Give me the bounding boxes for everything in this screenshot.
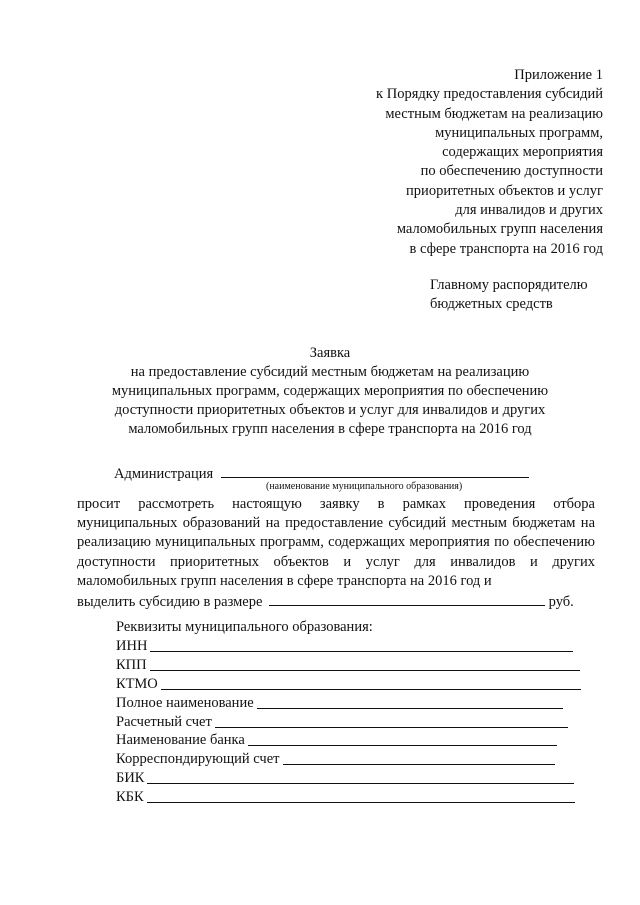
bank-name-field[interactable] xyxy=(248,731,557,746)
bik-field[interactable] xyxy=(147,769,574,784)
appendix-note xyxy=(303,66,603,259)
requisites-section xyxy=(116,618,586,807)
request-text: просит рассмотреть настоящую заявку в рамках проведения отбора муниципальных образований на предоставление субсидий местным бюджетам на реализацию муниципальных программ, содержащих мероприятия по обеспечению доступности приоритетных объектов и услуг для инвалидов и других маломобильных групп населения в сфере транспорта на 2016 год и xyxy=(77,496,595,589)
requisite-label: Расчетный счет xyxy=(116,713,212,730)
requisite-row-ktmo xyxy=(116,675,586,694)
requisite-row-account xyxy=(116,713,586,732)
full-name-field[interactable] xyxy=(257,694,563,709)
ktmo-field[interactable] xyxy=(161,675,581,690)
administration-label: Администрация xyxy=(114,466,214,482)
addressee-line: бюджетных средств xyxy=(430,296,553,312)
requisite-label: ИНН xyxy=(116,637,148,654)
amount-prefix: выделить субсидию в размере xyxy=(77,594,263,611)
requisite-label: Наименование банка xyxy=(116,732,245,749)
requisite-row-corr-account xyxy=(116,750,586,769)
requisite-row-bik xyxy=(116,769,586,788)
document-title xyxy=(60,344,600,439)
requisites-heading: Реквизиты муниципального образования: xyxy=(116,619,373,635)
amount-suffix: руб. xyxy=(548,594,574,611)
inn-field[interactable] xyxy=(150,637,573,652)
requisite-row-inn xyxy=(116,637,586,656)
appendix-line: содержащих мероприятия xyxy=(442,144,603,161)
appendix-line: муниципальных программ, xyxy=(435,124,603,141)
requisite-row-kbk xyxy=(116,788,586,807)
request-paragraph xyxy=(77,495,595,612)
requisite-row-kpp xyxy=(116,656,586,675)
appendix-line: по обеспечению доступности xyxy=(420,163,603,180)
appendix-line: приоритетных объектов и услуг xyxy=(406,182,603,199)
administration-caption: (наименование муниципального образования) xyxy=(266,481,463,492)
requisite-row-full-name xyxy=(116,694,586,713)
title-line: маломобильных групп населения в сфере транспорта на 2016 год xyxy=(128,421,532,437)
requisite-row-bank-name xyxy=(116,731,586,750)
appendix-line: в сфере транспорта на 2016 год xyxy=(409,240,603,257)
appendix-line: маломобильных групп населения xyxy=(396,221,603,238)
requisite-label: КТМО xyxy=(116,675,158,692)
kpp-field[interactable] xyxy=(150,656,580,671)
amount-field[interactable] xyxy=(269,591,545,606)
title-heading: Заявка xyxy=(309,345,351,361)
requisite-label: Полное наименование xyxy=(116,694,254,711)
appendix-line: к Порядку предоставления субсидий xyxy=(376,86,603,103)
amount-line xyxy=(77,591,595,612)
corr-account-field[interactable] xyxy=(283,750,555,765)
title-line: муниципальных программ, содержащих мероприятия по обеспечению xyxy=(111,383,549,399)
requisite-label: БИК xyxy=(116,770,145,787)
title-line: доступности приоритетных объектов и услуг для инвалидов и других xyxy=(114,402,546,418)
addressee xyxy=(430,276,588,314)
requisite-label: КПП xyxy=(116,656,147,673)
requisite-label: КБК xyxy=(116,789,144,806)
account-field[interactable] xyxy=(215,713,568,728)
kbk-field[interactable] xyxy=(147,788,575,803)
title-line: на предоставление субсидий местным бюджетам на реализацию xyxy=(130,364,530,380)
requisite-label: Корреспондирующий счет xyxy=(116,751,280,768)
administration-line xyxy=(114,463,529,483)
appendix-line: местным бюджетам на реализацию xyxy=(385,105,603,122)
appendix-line: для инвалидов и других xyxy=(455,202,603,219)
administration-name-field[interactable] xyxy=(221,463,529,478)
addressee-line: Главному распорядителю xyxy=(430,277,588,293)
appendix-line: Приложение 1 xyxy=(514,67,603,83)
